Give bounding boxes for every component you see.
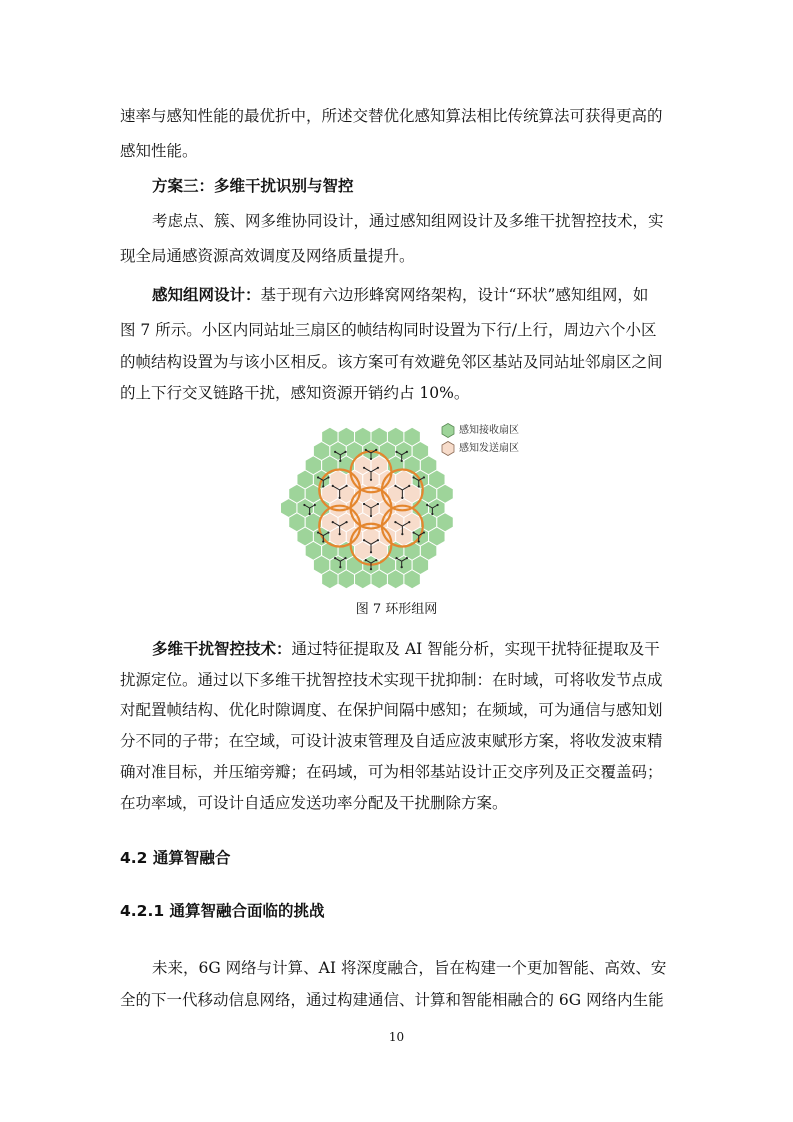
legend-label-send: 感知发送扇区 [459,443,519,454]
sector-arrow-head [370,458,372,460]
sector-arrow-head [401,533,403,535]
sector-arrow-head [345,521,347,523]
sector-arrow-head [334,451,336,453]
sector-arrow-head [394,485,396,487]
body-text-line: 未来，6G 网络与计算、AI 将深度融合，旨在构建一个更加智能、高效、安 [152,959,667,977]
sector-arrow-head [370,551,372,553]
sector-arrow-head [339,533,341,535]
sector-arrow-head [406,557,408,559]
sector-arrow-head [332,485,334,487]
body-text-line: 考虑点、簇、网多维协同设计，通过感知组网设计及多维干扰智控技术，实 [152,212,664,230]
sector-arrow-head [406,451,408,453]
sector-arrow-head [377,539,379,541]
sector-arrow-head [412,476,414,478]
sector-arrow-head [339,460,341,462]
sector-arrow-head [377,467,379,469]
sector-arrow-head [401,566,403,568]
sector-arrow-head [418,540,420,542]
sector-arrow-head [394,521,396,523]
sector-arrow-head [322,485,324,487]
sector-arrow-head [332,521,334,523]
sector-arrow-head [363,503,365,505]
sector-arrow-head [344,451,346,453]
body-text-line: 扰源定位。通过以下多维干扰智控技术实现干扰抑制：在时域，可将收发节点成 [120,671,663,689]
page-number: 10 [388,1030,405,1044]
sector-arrow-head [309,513,311,515]
sector-arrow-head [412,531,414,533]
body-text-line [152,639,680,659]
scheme-title: 方案三：多维干扰识别与智控 [152,176,354,195]
sector-arrow-head [363,539,365,541]
sector-arrow-head [423,476,425,478]
ring-network-figure [276,411,536,591]
sector-arrow-head [370,515,372,517]
figure-caption: 图 7 环形组网 [355,602,438,617]
legend [442,423,519,456]
sector-arrow-head [423,531,425,533]
sector-arrow-head [408,521,410,523]
body-text-span: 通过特征提取及 AI 智能分析，实现干扰特征提取及干 [291,640,660,658]
sector-arrow-head [365,449,367,451]
sector-arrow-head [322,540,324,542]
sector-arrow-head [339,566,341,568]
body-text-line: 确对准目标，并压缩旁瓣；在码域，可为相邻基站设计正交序列及正交覆盖码； [120,763,663,781]
sector-arrow-head [370,479,372,481]
legend-swatch-receive [442,424,454,438]
sector-arrow-head [327,531,329,533]
sector-arrow-head [377,503,379,505]
body-text-line: 对配置帧结构、优化时隙调度、在保护间隔中感知；在频域，可为通信与感知划 [120,701,663,719]
sector-arrow-head [317,476,319,478]
sector-arrow-head [334,557,336,559]
sector-arrow-head [408,485,410,487]
sector-arrow-head [431,513,433,515]
body-text-line: 感知性能。 [120,142,198,160]
body-text-line [152,285,680,305]
sector-arrow-head [345,485,347,487]
section-heading: 4.2 通算智融合 [120,849,231,867]
sector-arrow-head [303,504,305,506]
body-text-line: 速率与感知性能的最优折中，所述交替优化感知算法相比传统算法可获得更高的 [120,107,663,125]
body-text-line: 在功率域，可设计自适应发送功率分配及干扰删除方案。 [120,794,508,812]
sector-arrow-head [375,559,377,561]
body-text-line: 图 7 所示。小区内同站址三扇区的帧结构同时设置为下行/上行，周边六个小区 [120,321,657,339]
sector-arrow-head [401,460,403,462]
sector-arrow-head [314,504,316,506]
sector-arrow-head [401,497,403,499]
legend-swatch-send [442,442,454,456]
sector-arrow-head [395,451,397,453]
body-text-line: 的上下行交叉链路干扰，感知资源开销约占 10%。 [120,384,470,402]
body-text-line: 的帧结构设置为与该小区相反。该方案可有效避免邻区基站及同站址邻扇区之间 [120,353,663,371]
sector-arrow-head [365,559,367,561]
sector-arrow-head [370,568,372,570]
sector-arrow-head [344,557,346,559]
body-text-line: 分不同的子带；在空域，可设计波束管理及自适应波束赋形方案，将收发波束精 [120,732,663,750]
body-text-line: 现全局通感资源高效调度及网络质量提升。 [120,247,415,265]
sector-arrow-head [339,497,341,499]
sector-arrow-head [395,557,397,559]
receive-sector-hex [437,484,453,503]
term-label: 感知组网设计： [152,285,261,304]
sector-arrow-head [436,504,438,506]
body-text-line: 全的下一代移动信息网络，通过构建通信、计算和智能相融合的 6G 网络内生能 [120,991,664,1009]
sector-arrow-head [363,467,365,469]
legend-label-receive: 感知接收扇区 [459,425,519,436]
sector-arrow-head [426,504,428,506]
term-label: 多维干扰智控技术： [152,639,292,658]
sector-arrow-head [418,485,420,487]
sector-arrow-head [317,531,319,533]
sector-arrow-head [375,449,377,451]
body-text-span: 基于现有六边形蜂窝网络架构，设计“环状”感知组网，如 [260,286,649,304]
subsection-heading: 4.2.1 通算智融合面临的挑战 [120,902,325,920]
sector-arrow-head [327,476,329,478]
receive-sector-hex [437,513,453,532]
